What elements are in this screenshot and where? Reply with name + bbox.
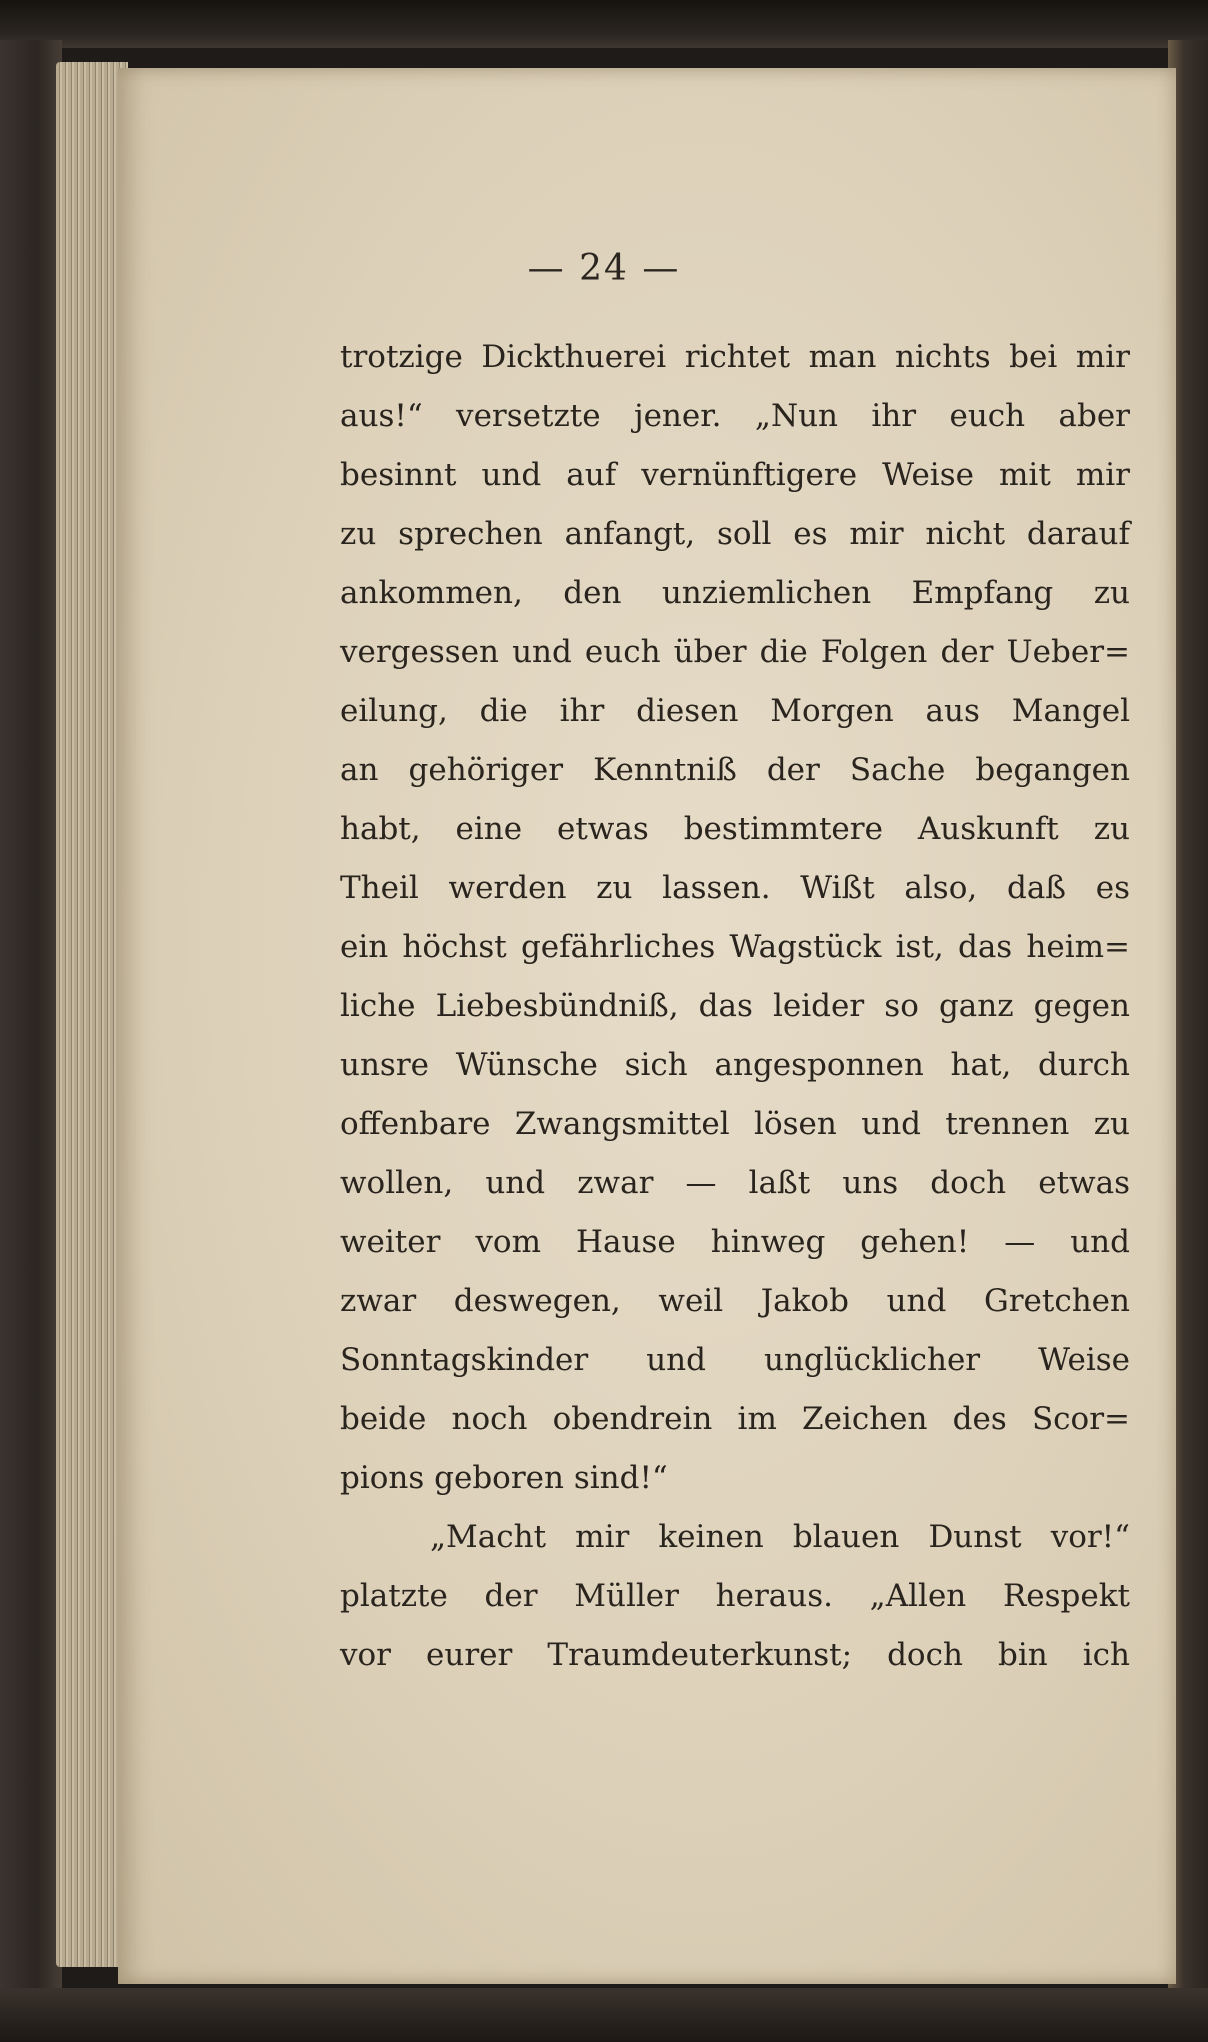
text-line: unsre Wünsche sich angesponnen hat, durch	[340, 1047, 1130, 1083]
page-number: — 24 —	[527, 248, 681, 289]
text-line: vor eurer Traumdeuterkunst; doch bin ich	[340, 1637, 1130, 1673]
text-line: ankommen, den unziemlichen Empfang zu	[340, 575, 1130, 611]
text-line: beide noch obendrein im Zeichen des Scor=	[340, 1401, 1130, 1437]
text-line: aus!“ versetzte jener. „Nun ihr euch aber	[340, 398, 1130, 434]
text-line: habt, eine etwas bestimmtere Auskunft zu	[340, 811, 1130, 847]
text-line: Theil werden zu lassen. Wißt also, daß es	[340, 870, 1130, 906]
text-line: an gehöriger Kenntniß der Sache begangen	[340, 752, 1130, 788]
text-line-paragraph-start: „Macht mir keinen blauen Dunst vor!“	[430, 1519, 1130, 1555]
text-line: besinnt und auf vernünftigere Weise mit mir	[340, 457, 1130, 493]
text-line: wollen, und zwar — laßt uns doch etwas	[340, 1165, 1130, 1201]
book-cover-bottom	[0, 1988, 1208, 2042]
text-line: zwar deswegen, weil Jakob und Gretchen	[340, 1283, 1130, 1319]
text-line: vergessen und euch über die Folgen der Ueber=	[340, 634, 1130, 670]
text-line: ein höchst gefährliches Wagstück ist, das heim=	[340, 929, 1130, 965]
text-line: eilung, die ihr diesen Morgen aus Mangel	[340, 693, 1130, 729]
text-line: trotzige Dickthuerei richtet man nichts bei mir	[340, 339, 1130, 375]
body-text	[340, 328, 1130, 1685]
text-line: pions geboren sind!“	[340, 1460, 668, 1496]
text-line: offenbare Zwangsmittel lösen und trennen zu	[340, 1106, 1130, 1142]
text-line: weiter vom Hause hinweg gehen! — und	[340, 1224, 1130, 1260]
text-line: liche Liebesbündniß, das leider so ganz gegen	[340, 988, 1130, 1024]
book-cover-top	[0, 0, 1208, 48]
text-line: zu sprechen anfangt, soll es mir nicht darauf	[340, 516, 1130, 552]
text-line: platzte der Müller heraus. „Allen Respekt	[340, 1578, 1130, 1614]
book-binding	[0, 40, 62, 2000]
text-line: Sonntagskinder und unglücklicher Weise	[340, 1342, 1130, 1378]
